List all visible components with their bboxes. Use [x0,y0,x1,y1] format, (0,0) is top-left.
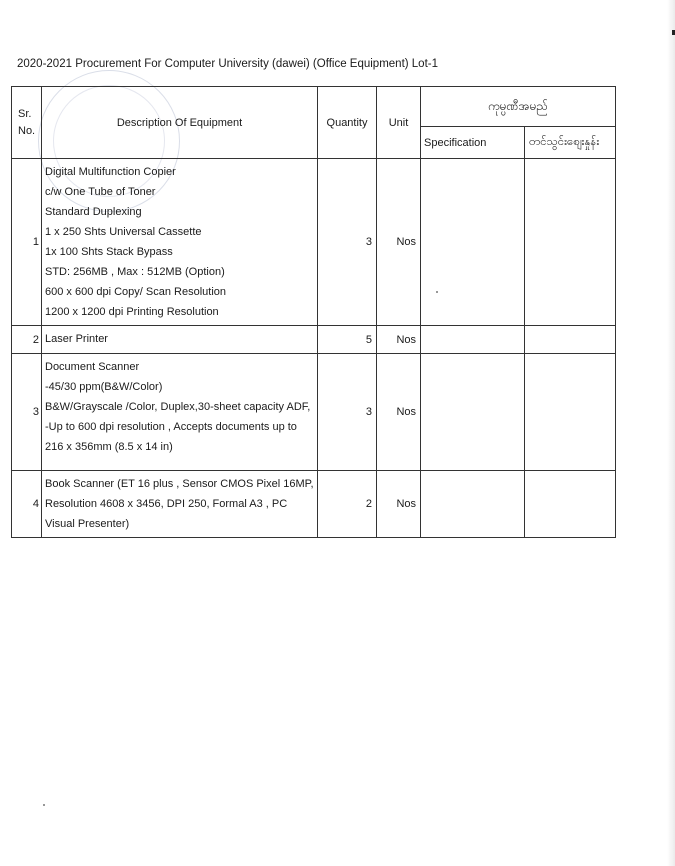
row-specification [421,326,525,354]
description-line: 1x 100 Shts Stack Bypass [45,246,173,258]
description-line: Book Scanner (ET 16 plus , Sensor CMOS Pixel 16MP, [45,478,314,490]
row-specification [421,471,525,538]
table-row [12,354,616,471]
description-line: 1 x 250 Shts Universal Cassette [45,226,202,238]
row-quantity: 2 [318,471,377,538]
scan-speck [436,291,438,293]
table-row [12,159,616,326]
row-sr: 4 [12,471,42,538]
description-line: Laser Printer [45,333,108,345]
header-sr-no [12,87,42,159]
row-quantity: 3 [318,354,377,471]
description-line: B&W/Grayscale /Color, Duplex,30-sheet capacity ADF, [45,401,311,413]
table-row [12,471,616,538]
row-sr: 1 [12,159,42,326]
header-sr-no-label: Sr. No. [18,108,36,137]
row-price [525,159,616,326]
description-line: Standard Duplexing [45,206,142,218]
equipment-table [11,86,616,538]
description-line: STD: 256MB , Max : 512MB (Option) [45,266,225,278]
row-specification [421,354,525,471]
description-line: Resolution 4608 x 3456, DPI 250, Formal A3 , PC [45,498,288,510]
row-description [42,471,318,538]
row-price [525,354,616,471]
description-line: -45/30 ppm(B&W/Color) [45,381,163,393]
header-description: Description Of Equipment [42,87,318,159]
row-price [525,471,616,538]
description-line: 600 x 600 dpi Copy/ Scan Resolution [45,286,227,298]
header-price: တင်သွင်းစျေးနှုန်း [525,127,616,159]
document-title: 2020-2021 Procurement For Computer University (dawei) (Office Equipment) Lot-1 [17,58,438,70]
header-unit: Unit [377,87,421,159]
description-line: Document Scanner [45,361,140,373]
row-unit: Nos [377,159,421,326]
header-specification: Specification [421,127,525,159]
row-description [42,354,318,471]
table-row [12,326,616,354]
description-line: -Up to 600 dpi resolution , Accepts documents up to [45,421,297,433]
row-description [42,159,318,326]
page-edge-shadow [667,0,675,866]
row-unit: Nos [377,471,421,538]
row-unit: Nos [377,326,421,354]
description-line: c/w One Tube of Toner [45,186,156,198]
row-sr: 2 [12,326,42,354]
row-sr: 3 [12,354,42,471]
header-offered-group: ကုမ္ပဏီအမည် [421,87,616,127]
row-quantity: 5 [318,326,377,354]
row-unit: Nos [377,354,421,471]
scan-speck [43,804,45,806]
header-quantity: Quantity [318,87,377,159]
description-line: Visual Presenter) [45,518,130,530]
row-price [525,326,616,354]
row-description [42,326,318,354]
row-specification [421,159,525,326]
description-line: Digital Multifunction Copier [45,166,176,178]
description-line: 216 x 356mm (8.5 x 14 in) [45,441,173,453]
description-line: 1200 x 1200 dpi Printing Resolution [45,306,219,318]
row-quantity: 3 [318,159,377,326]
